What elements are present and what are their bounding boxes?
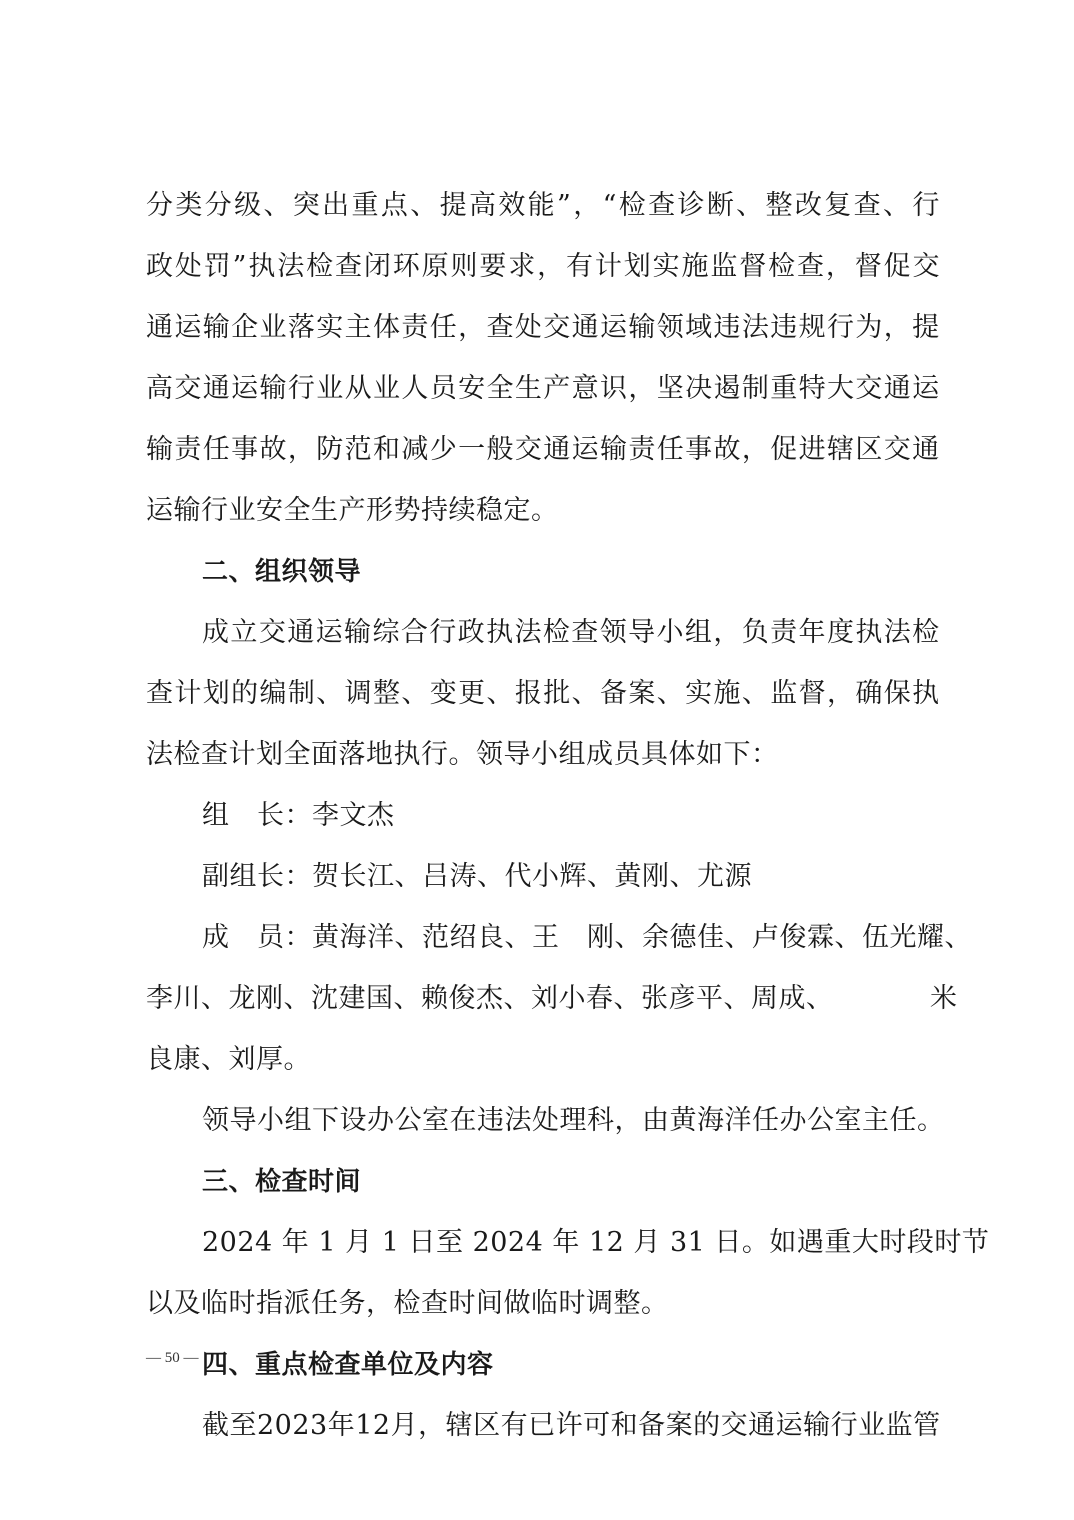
text-line: 运输行业安全生产形势持续稳定。 — [146, 495, 559, 526]
text-line: 以及临时指派任务，检查时间做临时调整。 — [146, 1288, 669, 1319]
text-line: 李川、龙刚、沈建国、赖俊杰、刘小春、张彦平、周成、 米 — [146, 983, 958, 1014]
text-line: 分 类 分 级 、 突 出 重 点 、 提 高 效 能 ” ， “ 检 查 诊 断 、 整 改 复 查 、 行 — [146, 190, 940, 221]
text-line: 良康、刘厚。 — [146, 1044, 311, 1075]
section-heading: 三、检查时间 — [202, 1167, 362, 1197]
section-heading: 二、组织领导 — [202, 557, 362, 587]
text-line: 领导小组下设办公室在违法处理科，由黄海洋任办公室主任。 — [202, 1105, 945, 1136]
text-line: 截至2023年12月，辖区有已许可和备案的交通运输行业监管 — [202, 1410, 941, 1441]
text-line: 高 交 通 运 输 行 业 从 业 人 员 安 全 生 产 意 识 ， 坚 决 遏 制 重 特 大 交 通 运 — [146, 373, 940, 404]
text-line: 政 处 罚 ” 执 法 检 查 闭 环 原 则 要 求 ， 有 计 划 实 施 监 督 检 查 ， 督 促 交 — [146, 251, 940, 282]
text-line: 输 责 任 事 故 ， 防 范 和 减 少 一 般 交 通 运 输 责 任 事 故 ， 促 进 辖 区 交 通 — [146, 434, 940, 465]
text-line: 成 员：黄海洋、范绍良、王 刚、余德佳、卢俊霖、伍光耀、 — [202, 922, 972, 953]
text-line: 2024 年 1 月 1 日至 2024 年 12 月 31 日。如遇重大时段时节 — [202, 1227, 990, 1258]
page-number: — 50 — — [146, 1350, 199, 1366]
text-line: 组 长：李文杰 — [202, 800, 395, 831]
text-line: 副组长：贺长江、吕涛、代小辉、黄刚、尤源 — [202, 861, 752, 892]
text-line: 查 计 划 的 编 制 、 调 整 、 变 更 、 报 批 、 备 案 、 实 施 、 监 督 ， 确 保 执 — [146, 678, 940, 709]
text-line: 通 运 输 企 业 落 实 主 体 责 任 ， 查 处 交 通 运 输 领 域 违 法 违 规 行 为 ， 提 — [146, 312, 940, 343]
text-line: 成 立 交 通 运 输 综 合 行 政 执 法 检 查 领 导 小 组 ， 负 责 年 度 执 法 检 — [202, 617, 940, 648]
section-heading: 四、重点检查单位及内容 — [202, 1350, 494, 1380]
text-line: 法检查计划全面落地执行。领导小组成员具体如下： — [146, 739, 779, 770]
